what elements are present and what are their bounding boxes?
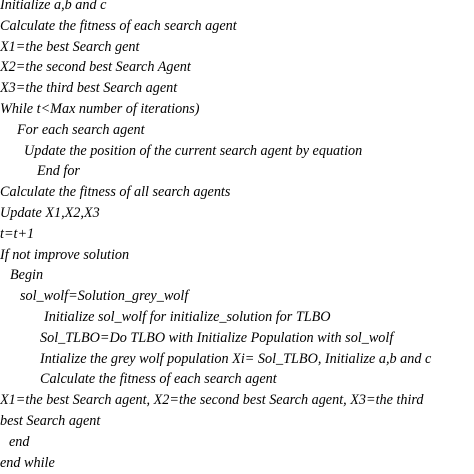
pseudocode-line: Calculate the fitness of each search agent [0, 17, 237, 34]
pseudocode-line: t=t+1 [0, 225, 35, 242]
pseudocode-line: Update the position of the current search agent by equation [24, 142, 363, 159]
pseudocode-line: Update X1,X2,X3 [0, 205, 100, 221]
pseudocode-line: Calculate the fitness of each search agent [40, 371, 277, 388]
pseudocode-line: Begin [10, 267, 44, 284]
pseudocode-line: sol_wolf=Solution_grey_wolf [20, 288, 189, 305]
pseudocode-line: Sol_TLBO=Do TLBO with Initialize Population with sol_wolf [40, 329, 394, 346]
pseudocode-line: Intialize the grey wolf population Xi= Sol_TLBO, Initialize a,b and c [40, 350, 432, 367]
pseudocode-line: end while [0, 454, 55, 471]
pseudocode-line: best Search agent [0, 413, 101, 429]
pseudocode-line: X3=the third best Search agent [0, 80, 178, 97]
pseudocode-line: end [9, 433, 30, 450]
pseudocode-line: Initialize sol_wolf for initialize_solution for TLBO [44, 309, 331, 325]
pseudocode-line: Calculate the fitness of all search agents [0, 184, 231, 201]
pseudocode-line: While t<Max number of iterations) [0, 101, 200, 117]
pseudocode-line: For each search agent [17, 121, 145, 138]
pseudocode-line: End for [37, 163, 80, 180]
pseudocode-line: If not improve solution [0, 246, 130, 263]
pseudocode-line: Initialize a,b and c [0, 0, 107, 13]
pseudocode-line: X2=the second best Search Agent [0, 59, 191, 76]
pseudocode-line: X1=the best Search agent, X2=the second best Search agent, X3=the third [0, 392, 424, 409]
pseudocode-line: X1=the best Search gent [0, 38, 140, 55]
